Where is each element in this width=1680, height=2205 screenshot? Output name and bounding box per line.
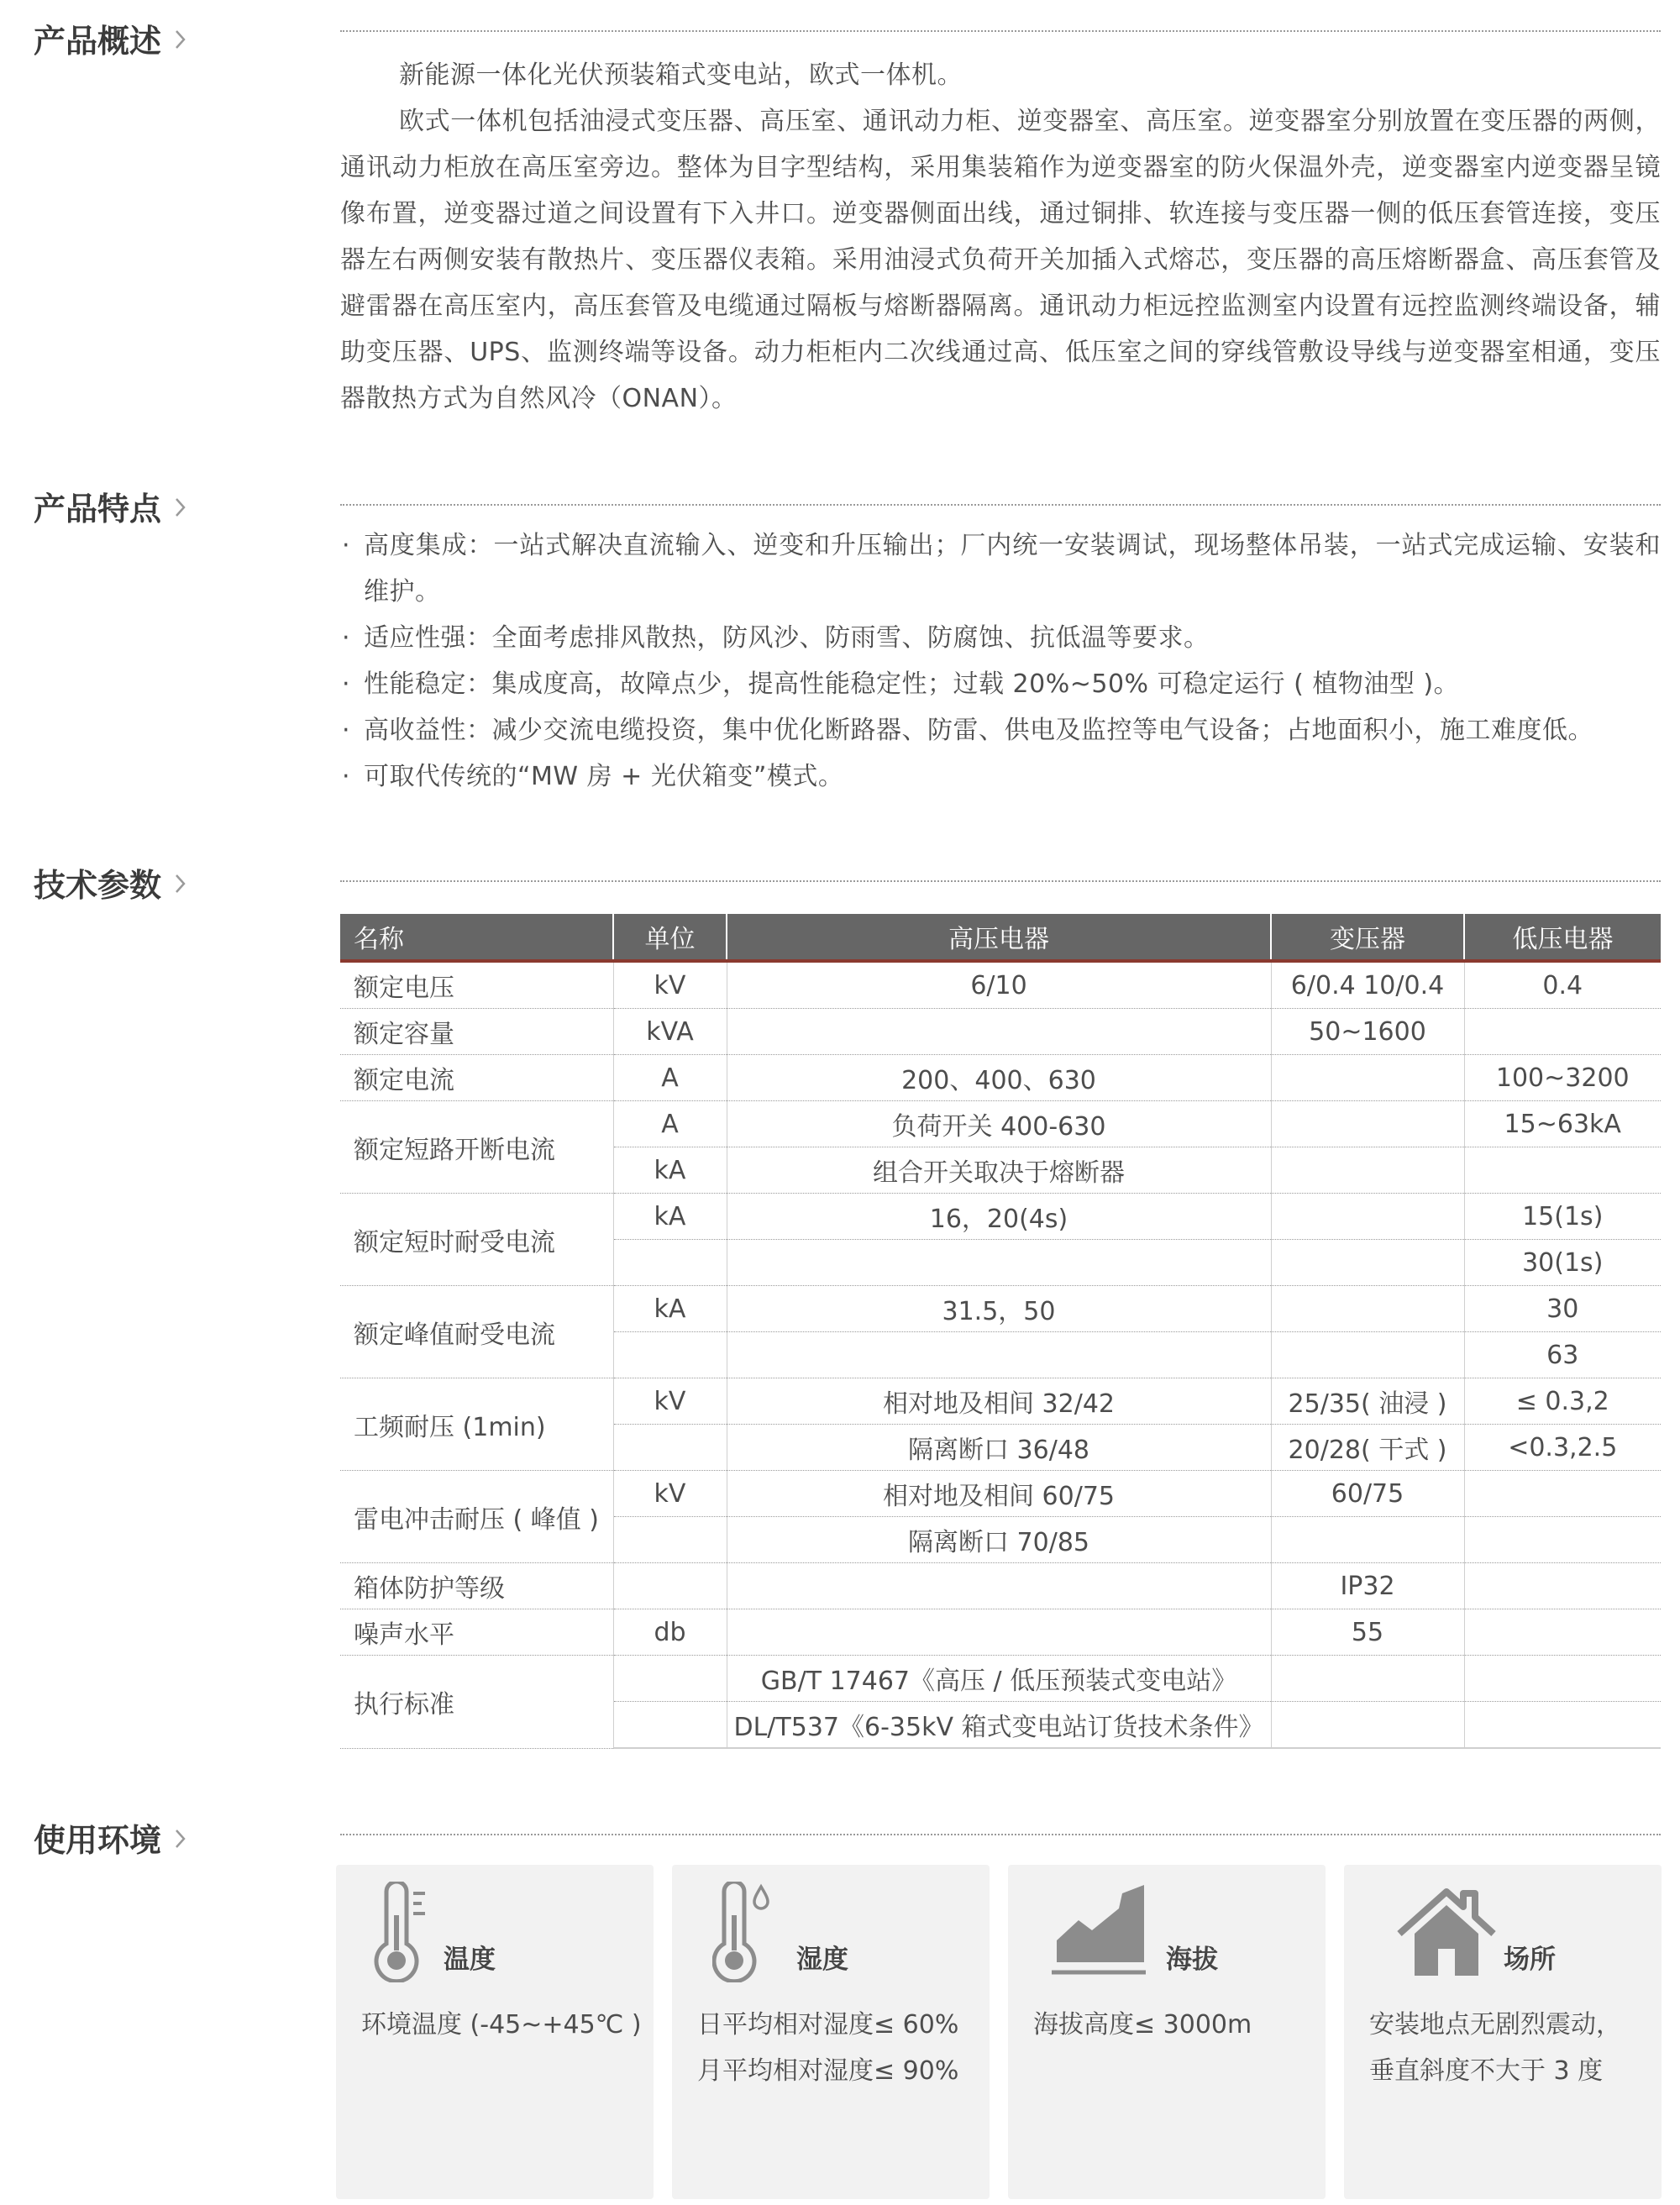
- list-item: · 性能稳定：集成度高，故障点少，提高性能稳定性；过载 20%~50% 可稳定运行 ( 植物油型 )。: [342, 669, 1460, 699]
- section-title-overview: 产品概述: [34, 15, 186, 61]
- table-cell: 相对地及相间 60/75: [727, 1471, 1271, 1517]
- table-cell: [613, 1425, 727, 1471]
- table-cell: 工频耐压 (1min): [340, 1378, 613, 1471]
- list-item: · 可取代传统的“MW 房 + 光伏箱变”模式。: [342, 762, 844, 791]
- table-row: [340, 1194, 1661, 1240]
- table-cell: DL/T537《6-35kV 箱式变电站订货技术条件》: [727, 1702, 1271, 1749]
- table-cell: 20/28( 干式 ): [1271, 1425, 1464, 1471]
- table-cell: 箱体防护等级: [340, 1563, 613, 1609]
- table-cell: A: [613, 1101, 727, 1147]
- table-cell: [613, 1517, 727, 1563]
- table-cell: 雷电冲击耐压 ( 峰值 ): [340, 1471, 613, 1563]
- section-title-environment: 使用环境: [34, 1814, 186, 1861]
- table-row: [340, 1009, 1661, 1055]
- table-cell: 组合开关取决于熔断器: [727, 1147, 1271, 1194]
- column-header: 名称: [340, 914, 613, 961]
- env-card-humidity: [672, 1865, 990, 2199]
- divider: [340, 1834, 1661, 1835]
- table-cell: [727, 1009, 1271, 1055]
- table-cell: kV: [613, 1471, 727, 1517]
- table-cell: 隔离断口 70/85: [727, 1517, 1271, 1563]
- table-cell: kA: [613, 1147, 727, 1194]
- card-title: 场所: [1504, 1945, 1556, 1975]
- card-text: 日平均相对湿度≤ 60% 月平均相对湿度≤ 90%: [697, 2010, 959, 2086]
- mountain-icon: [1050, 1882, 1151, 1986]
- table-cell: 15~63kA: [1464, 1101, 1661, 1147]
- table-cell: GB/T 17467《高压 / 低压预装式变电站》: [727, 1656, 1271, 1702]
- table-cell: [1271, 1286, 1464, 1332]
- chevron-right-icon: [175, 864, 186, 901]
- spec-table: [340, 914, 1661, 1749]
- table-cell: [1464, 1563, 1661, 1609]
- column-header: 低压电器: [1464, 914, 1661, 961]
- table-cell: 隔离断口 36/48: [727, 1425, 1271, 1471]
- table-cell: kVA: [613, 1009, 727, 1055]
- env-card-location: [1344, 1865, 1662, 2199]
- table-cell: kV: [613, 1378, 727, 1425]
- table-row: [340, 961, 1661, 1009]
- table-cell: 200、400、630: [727, 1055, 1271, 1101]
- thermometer-icon: [368, 1882, 435, 1986]
- section-title-features: 产品特点: [34, 483, 186, 529]
- table-row: [340, 1609, 1661, 1656]
- chevron-right-icon: [175, 1819, 186, 1856]
- table-cell: ≤ 0.3,2: [1464, 1378, 1661, 1425]
- table-cell: kA: [613, 1286, 727, 1332]
- table-cell: [1271, 1656, 1464, 1702]
- env-card-altitude: [1008, 1865, 1326, 2199]
- table-cell: 60/75: [1271, 1471, 1464, 1517]
- table-cell: 额定短时耐受电流: [340, 1194, 613, 1286]
- table-cell: 额定容量: [340, 1009, 613, 1055]
- table-cell: [1464, 1609, 1661, 1656]
- table-cell: 噪声水平: [340, 1609, 613, 1656]
- column-header: 高压电器: [727, 914, 1271, 961]
- table-cell: [1271, 1240, 1464, 1286]
- table-cell: [613, 1332, 727, 1378]
- table-cell: 额定电流: [340, 1055, 613, 1101]
- table-row: [340, 1656, 1661, 1702]
- table-row: [340, 1101, 1661, 1147]
- table-cell: [1464, 1471, 1661, 1517]
- table-cell: 6/0.4 10/0.4: [1271, 961, 1464, 1009]
- table-cell: [727, 1240, 1271, 1286]
- table-cell: 0.4: [1464, 961, 1661, 1009]
- table-cell: kA: [613, 1194, 727, 1240]
- table-cell: 31.5，50: [727, 1286, 1271, 1332]
- table-cell: [1271, 1517, 1464, 1563]
- table-cell: 相对地及相间 32/42: [727, 1378, 1271, 1425]
- table-cell: 执行标准: [340, 1656, 613, 1749]
- table-cell: db: [613, 1609, 727, 1656]
- divider: [340, 880, 1661, 882]
- table-cell: [1271, 1055, 1464, 1101]
- table-cell: 负荷开关 400-630: [727, 1101, 1271, 1147]
- table-cell: [1271, 1101, 1464, 1147]
- table-cell: [613, 1563, 727, 1609]
- table-cell: [1271, 1147, 1464, 1194]
- table-cell: 额定短路开断电流: [340, 1101, 613, 1194]
- table-cell: [613, 1702, 727, 1749]
- chevron-right-icon: [175, 488, 186, 525]
- table-row: [340, 1471, 1661, 1517]
- table-row: [340, 1563, 1661, 1609]
- table-cell: 6/10: [727, 961, 1271, 1009]
- overview-paragraph: 新能源一体化光伏预装箱式变电站，欧式一体机。: [399, 60, 963, 90]
- table-header-row: [340, 914, 1661, 961]
- overview-text: [340, 52, 1661, 422]
- table-cell: 额定峰值耐受电流: [340, 1286, 613, 1378]
- section-title-specs: 技术参数: [34, 859, 186, 906]
- table-cell: 100~3200: [1464, 1055, 1661, 1101]
- table-cell: A: [613, 1055, 727, 1101]
- table-cell: 30: [1464, 1286, 1661, 1332]
- table-cell: 15(1s): [1464, 1194, 1661, 1240]
- table-cell: IP32: [1271, 1563, 1464, 1609]
- table-cell: [1464, 1517, 1661, 1563]
- table-cell: [727, 1332, 1271, 1378]
- table-cell: 63: [1464, 1332, 1661, 1378]
- table-cell: [727, 1609, 1271, 1656]
- humidity-thermometer-icon: [712, 1882, 780, 1986]
- table-cell: <0.3,2.5: [1464, 1425, 1661, 1471]
- house-icon: [1396, 1882, 1497, 1986]
- table-cell: [1271, 1702, 1464, 1749]
- divider: [340, 30, 1661, 32]
- table-cell: [1271, 1332, 1464, 1378]
- card-title: 湿度: [796, 1945, 848, 1975]
- card-title: 海拔: [1166, 1945, 1218, 1975]
- table-cell: kV: [613, 961, 727, 1009]
- chevron-right-icon: [175, 20, 186, 57]
- env-card-temperature: [336, 1865, 654, 2199]
- table-cell: [1464, 1656, 1661, 1702]
- table-cell: 16，20(4s): [727, 1194, 1271, 1240]
- table-cell: 25/35( 油浸 ): [1271, 1378, 1464, 1425]
- table-cell: [613, 1240, 727, 1286]
- table-cell: 额定电压: [340, 961, 613, 1009]
- feature-list: [340, 522, 1661, 800]
- table-row: [340, 1055, 1661, 1101]
- list-item: · 高度集成：一站式解决直流输入、逆变和升压输出；厂内统一安装调试，现场整体吊装，一站式完成运输、安装和维护。: [342, 531, 1661, 606]
- table-cell: 55: [1271, 1609, 1464, 1656]
- table-cell: [727, 1563, 1271, 1609]
- table-cell: 50~1600: [1271, 1009, 1464, 1055]
- table-row: [340, 1286, 1661, 1332]
- column-header: 单位: [613, 914, 727, 961]
- table-row: [340, 1378, 1661, 1425]
- list-item: · 高收益性：减少交流电缆投资，集中优化断路器、防雷、供电及监控等电气设备；占地面积小，施工难度低。: [342, 716, 1593, 745]
- card-text: 环境温度 (-45~+45℃ ): [361, 2010, 642, 2040]
- card-text: 安装地点无剧烈震动， 垂直斜度不大于 3 度: [1369, 2010, 1621, 2086]
- divider: [340, 504, 1661, 506]
- table-cell: [613, 1656, 727, 1702]
- column-header: 变压器: [1271, 914, 1464, 961]
- list-item: · 适应性强：全面考虑排风散热，防风沙、防雨雪、防腐蚀、抗低温等要求。: [342, 623, 1210, 653]
- card-text: 海拔高度≤ 3000m: [1033, 2010, 1252, 2040]
- table-cell: [1271, 1194, 1464, 1240]
- overview-paragraph: 欧式一体机包括油浸式变压器、高压室、通讯动力柜、逆变器室、高压室。逆变器室分别放置在变压器的两侧，通讯动力柜放在高压室旁边。整体为目字型结构，采用集装箱作为逆变器室的防火保温外壳，逆变器室内逆变器呈镜像布置，逆变器过道之间设置有下入井口。逆变器侧面出线，通过铜排、软连接与变压器一侧的低压套管连接，变压器左右两侧安装有散热片、变压器仪表箱。采用油浸式负荷开关加插入式熔芯，变压器的高压熔断器盒、高压套管及避雷器在高压室内，高压套管及电缆通过隔板与熔断器隔离。通讯动力柜远控监测室内设置有远控监测终端设备，辅助变压器、UPS、监测终端等设备。动力柜柜内二次线通过高、低压室之间的穿线管敷设导线与逆变器室相通，变压器散热方式为自然风冷（ONAN）。: [340, 107, 1661, 413]
- table-cell: 30(1s): [1464, 1240, 1661, 1286]
- table-cell: [1464, 1147, 1661, 1194]
- table-cell: [1464, 1702, 1661, 1749]
- table-cell: [1464, 1009, 1661, 1055]
- card-title: 温度: [444, 1945, 496, 1975]
